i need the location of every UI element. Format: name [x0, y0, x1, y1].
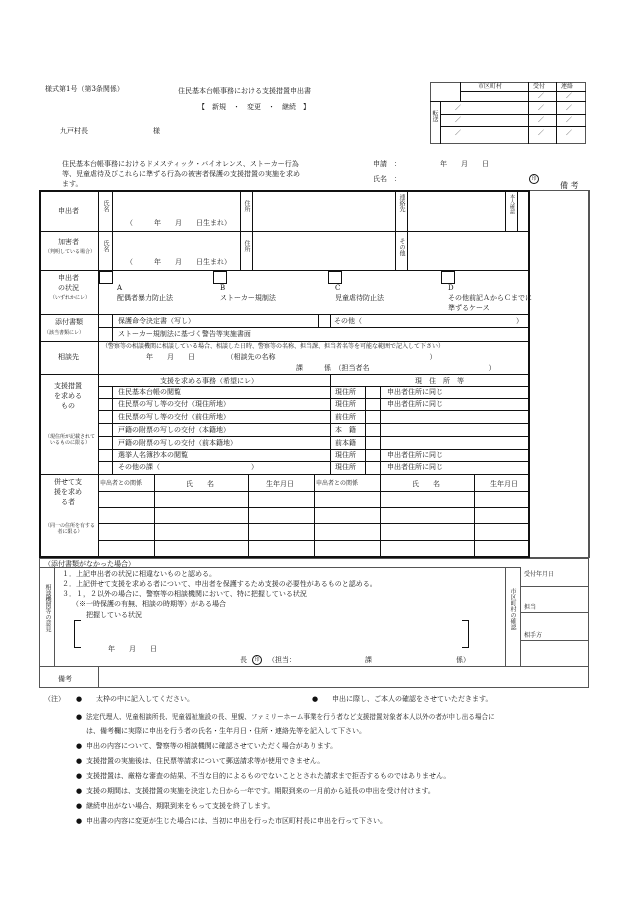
support-header-left: 支援を求める事務（希望にレ）: [160, 377, 258, 385]
cohabitant-label-2: 援を求め: [54, 488, 82, 496]
remarks-header: 備 考: [560, 181, 579, 190]
cohabitant-birth-header-2: 生年月日: [490, 480, 518, 488]
office-item-3-sub: （※一時保護の有無、相談の時期等）がある場合: [72, 600, 226, 608]
office-item-1[interactable]: １．上記申出者の状況に相違ないものと認める。: [62, 570, 216, 578]
support-row-checkbox[interactable]: [99, 411, 112, 423]
office-seal-icon: 印: [252, 655, 262, 665]
situation-a-text: 配偶者暴力防止法: [117, 294, 173, 302]
attachment-other-checkbox[interactable]: [318, 315, 330, 327]
situation-c-checkbox[interactable]: [328, 271, 342, 284]
support-note: （現住所が記載されているものに限る）: [44, 434, 95, 446]
applicant-address-field[interactable]: [253, 192, 394, 230]
cohabitant-rel-header-2: 申出者との関係: [316, 480, 359, 487]
apply-date-label: 申請 ：: [373, 160, 401, 168]
apply-name-label: 氏名 ：: [373, 175, 401, 183]
note-5: 支援措置は、厳格な審査の結果、不当な目的によるものでないこととされた請求まで拒否するものではありません。: [86, 772, 451, 780]
perpetrator-address-field[interactable]: [253, 232, 394, 269]
support-row-checkbox[interactable]: [99, 387, 112, 398]
situation-label-1: 申出者: [58, 274, 79, 282]
seal-icon: 印: [529, 174, 539, 184]
perpetrator-note: （判明している場合）: [45, 249, 96, 255]
note-1b: 申出に際し、ご本人の確認をさせていただきます。: [332, 695, 493, 703]
consult-section-line[interactable]: 課 係 （担当者名 ）: [296, 364, 496, 372]
applicant-name-label: 氏名: [102, 200, 109, 212]
situation-a-checkbox[interactable]: [99, 271, 113, 284]
perpetrator-birth[interactable]: （ 年 月 日生まれ）: [126, 258, 231, 266]
attachment-1-label: 保護命令決定書（写し）: [118, 317, 195, 325]
identity-confirm-label: 本人確認: [509, 194, 515, 214]
footer-remarks-field[interactable]: [99, 667, 588, 687]
office-grasp-field[interactable]: [82, 620, 460, 646]
situation-c-letter: C: [335, 284, 341, 292]
office-no-docs: （添付書類がなかった場合）: [44, 560, 135, 568]
attachments-note: （該当書類にレ）: [44, 330, 85, 336]
application-mode[interactable]: 【 新規 ・ 変更 ・ 継続 】: [198, 103, 310, 111]
situation-b-checkbox[interactable]: [213, 271, 227, 284]
consult-date-line[interactable]: 年 月 日 （相談先の名称 ）: [146, 353, 437, 361]
attachment-1-checkbox[interactable]: [99, 315, 112, 327]
office-grasp-label: 把握している状況: [86, 611, 142, 619]
attachment-2-label: ストーカー規制法に基づく警告等実施書面: [118, 330, 251, 338]
situation-a-letter: A: [117, 284, 123, 292]
situation-note: （いずれかにレ）: [49, 295, 90, 301]
note-3: 申出の内容について、警察等の相談機関に確認させていただく場合があります。: [86, 742, 338, 750]
office-col-contact: 連絡: [561, 83, 574, 90]
perpetrator-other-label: その他: [398, 238, 405, 256]
office-item-3[interactable]: ３．１，２以外の場合に、警察等の相談機関において、特に把握している状況: [62, 590, 307, 598]
apply-date-field[interactable]: 年 月 日: [440, 160, 489, 168]
attachment-2-checkbox[interactable]: [99, 328, 112, 341]
perpetrator-other-field[interactable]: [408, 232, 529, 269]
support-label-3: もの: [61, 402, 75, 410]
cohabitant-note: （同一の住所を有する者に限る）: [44, 523, 95, 535]
applicant-contact-label: 連絡先: [398, 194, 405, 212]
cohabitant-entry-area[interactable]: [99, 492, 529, 556]
note-2: 法定代理人、児童相談所長、児童福祉施設の長、里親、ファミリーホーム事業を行う者など支援措置対象者本人以外の者が申し出る場合に: [86, 713, 495, 721]
consult-instruction: （警察等の相談機関に相談している場合、相談した日時、警察等の名称、担当課、担当者名等を可能な範囲で記入して下さい）: [102, 343, 445, 350]
perpetrator-label: 加害者: [58, 238, 79, 246]
note-8: 申出書の内容に変更が生じた場合には、当初に申出を行った市区町村長に申出を行って下さい。: [86, 817, 387, 825]
support-label-1: 支援措置: [54, 382, 82, 390]
applicant-contact-field[interactable]: [408, 192, 504, 230]
support-row-checkbox[interactable]: [99, 424, 112, 436]
received-date-label: 受付年月日: [524, 571, 555, 578]
situation-d-text-2: 準ずるケース: [448, 304, 490, 312]
office-side-label: 相談機関等の意見: [44, 584, 51, 632]
support-row-checkbox[interactable]: [99, 399, 112, 410]
situation-c-text: 児童虐待防止法: [335, 294, 384, 302]
support-header-right: 現 住 所 等: [415, 377, 464, 385]
applicant-birth[interactable]: （ 年 月 日生まれ）: [126, 219, 231, 227]
note-6: 支援の期間は、支援措置の実施を決定した日から一年です。期限到来の一月前から延長の申出を受け付けます。: [86, 787, 435, 795]
form-number: 様式第1号（第3条関係）: [45, 85, 124, 93]
situation-b-text: ストーカー規制法: [220, 294, 276, 302]
cohabitant-birth-header: 生年月日: [266, 480, 294, 488]
footer-remarks-label: 備考: [58, 675, 72, 683]
situation-label-2: の状況: [58, 284, 79, 292]
situation-d-letter: D: [448, 284, 454, 292]
cohabitant-label-1: 併せて支: [54, 478, 82, 486]
situation-d-text-1: その他前記ＡからＣまでに: [448, 294, 532, 302]
counterpart-label: 相手方: [524, 632, 543, 639]
support-row-checkbox[interactable]: [99, 462, 112, 474]
applicant-address-label: 住所: [243, 200, 250, 212]
support-row-checkbox[interactable]: [99, 437, 112, 449]
cohabitant-label-3: る者: [61, 498, 75, 506]
office-date[interactable]: 年 月 日: [108, 645, 157, 653]
intro-line-2: 等、児童虐待及びこれらに準ずる行為の被害者保護の支援措置の実施を求め: [62, 170, 300, 178]
office-subsection-label: 係）: [456, 656, 470, 664]
situation-b-letter: B: [220, 284, 226, 292]
note-1a: 太枠の中に記入してください。: [96, 695, 194, 703]
person-label: 担当: [524, 604, 537, 611]
cohabitant-rel-header: 申出者との関係: [100, 480, 143, 487]
office-item-2[interactable]: ２．上記併せて支援を求める者について、申出者を保護するため支援の必要性があるものと認める。: [62, 580, 377, 588]
office-section-label: 課: [365, 656, 372, 664]
intro-line-3: ます。: [62, 180, 83, 188]
note-4: 支援措置の実施後は、住民票等請求について郵送請求等が使用できません。: [86, 757, 325, 765]
attachment-other-label[interactable]: その他（ ）: [334, 317, 523, 325]
notes-label: （注）: [44, 695, 65, 703]
form-title: 住民基本台帳事務における支援措置申出書: [178, 87, 311, 95]
addressee: 九戸村長: [60, 127, 88, 135]
honorific: 様: [153, 127, 160, 135]
note-2b: は、備考欄に実際に申出を行う者の氏名・生年月日・住所・連絡先等を記入して下さい。: [86, 727, 366, 735]
city-confirm-label: 市区町村の確認: [509, 588, 516, 630]
office-staff[interactable]: （担当：: [268, 656, 296, 664]
office-col-received: 受付: [533, 83, 546, 90]
support-label-2: を求める: [54, 392, 82, 400]
consult-label: 相談先: [58, 353, 79, 361]
perpetrator-name-label: 氏名: [102, 240, 109, 252]
attachments-label: 添付書類: [55, 318, 83, 326]
applicant-label: 申出者: [58, 207, 79, 215]
perpetrator-address-label: 住所: [243, 240, 250, 252]
office-transfer-label: 転送: [431, 110, 438, 122]
office-chief: 長: [240, 656, 247, 664]
cohabitant-name-header-2: 氏 名: [412, 480, 440, 488]
note-7: 継続申出がない場合、期限到来をもって支援を終了します。: [86, 802, 275, 810]
intro-line-1: 住民基本台帳事務におけるドメスティック・バイオレンス、ストーカー行為: [62, 160, 299, 168]
cohabitant-name-header: 氏 名: [186, 480, 214, 488]
office-col-city: 市区町村: [478, 83, 503, 90]
situation-d-checkbox[interactable]: [441, 271, 455, 284]
support-row-checkbox[interactable]: [99, 450, 112, 461]
